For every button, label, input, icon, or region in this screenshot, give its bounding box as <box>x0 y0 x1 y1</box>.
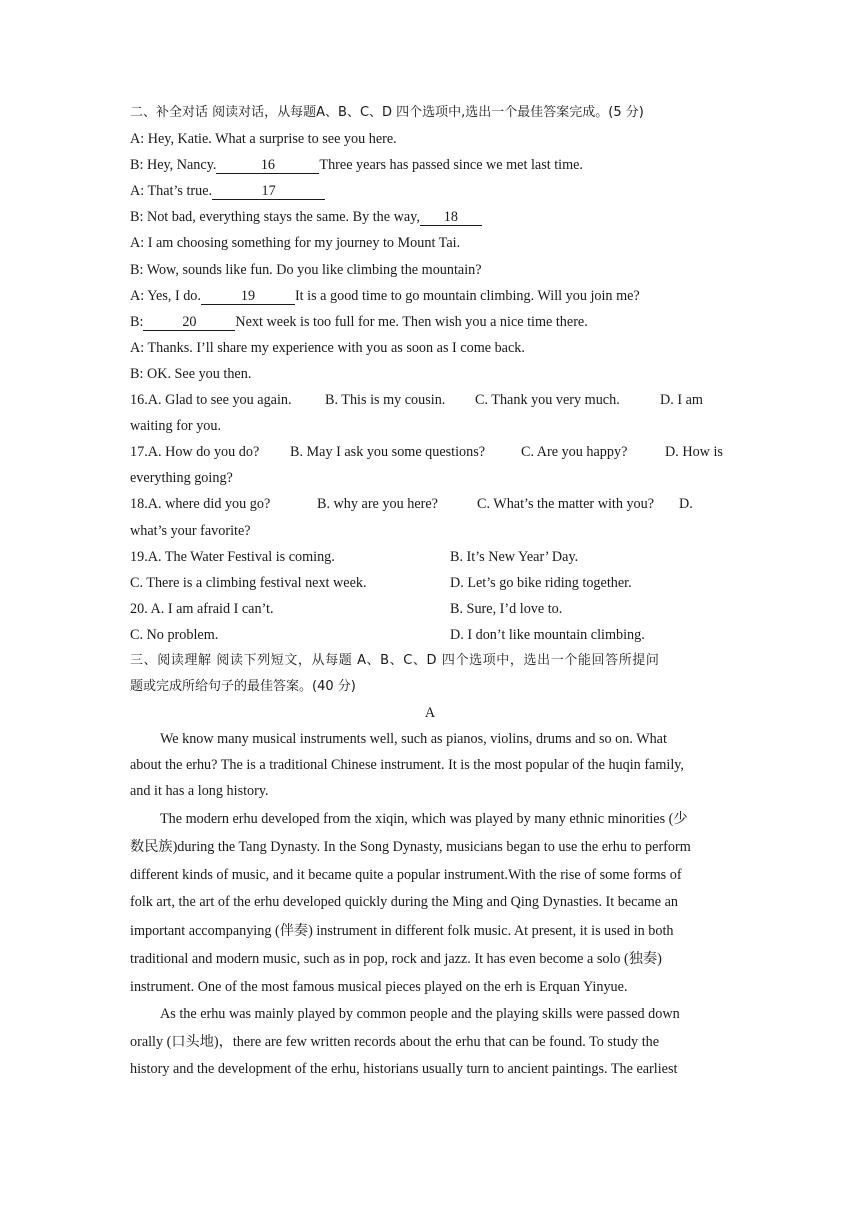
question-18-options <box>130 491 730 517</box>
passage-line: traditional and modern music, such as in pop, rock and jazz. It has even become a solo (独奏) <box>130 951 662 968</box>
dialogue-text: A: I am choosing something for my journey to Mount Tai. <box>130 235 461 252</box>
question-19-options-row2 <box>130 570 730 596</box>
dialogue-text: It is a good time to go mountain climbing. Will you join me? <box>294 287 640 304</box>
dialogue-line-8 <box>130 309 730 335</box>
dialogue-text: A: Hey, Katie. What a surprise to see you here. <box>130 131 397 148</box>
dialogue-line-4 <box>130 204 730 230</box>
dialogue-line-9 <box>130 335 730 361</box>
dialogue-line-1 <box>130 126 730 152</box>
option-16c[interactable]: C. Thank you very much. <box>475 392 620 409</box>
question-18-continuation: what’s your favorite? <box>130 522 251 539</box>
dialogue-text: A: That’s true. <box>130 183 213 200</box>
option-17a[interactable]: 17.A. How do you do? <box>130 444 260 461</box>
section2-heading: 二、补全对话 阅读对话，从每题A、B、C、D 四个选项中,选出一个最佳答案完成。(5 分) <box>130 105 644 120</box>
dialogue-text: Three years has passed since we met last time. <box>319 157 583 174</box>
passage-line: different kinds of music, and it became quite a popular instrument.With the rise of some forms of <box>130 866 682 883</box>
section3-heading-line2: 题或完成所给句子的最佳答案。(40 分) <box>130 679 356 695</box>
dialogue-line-10 <box>130 361 730 387</box>
option-16a[interactable]: 16.A. Glad to see you again. <box>130 392 292 409</box>
passage-line: important accompanying (伴奏) instrument in different folk music. At present, it is used in both <box>130 922 674 939</box>
option-17c[interactable]: C. Are you happy? <box>521 444 628 461</box>
answer-blank-19[interactable]: 19 <box>201 288 295 305</box>
passage-paragraph-3 <box>130 1001 730 1084</box>
passage-line: instrument. One of the most famous musical pieces played on the erh is Erquan Yinyue. <box>130 978 628 995</box>
dialogue-line-2 <box>130 152 730 178</box>
option-18b[interactable]: B. why are you here? <box>317 496 438 513</box>
dialogue-text: Next week is too full for me. Then wish you a nice time there. <box>235 313 588 330</box>
dialogue-line-7 <box>130 283 730 309</box>
passage-paragraph-2 <box>130 805 730 1002</box>
option-16d[interactable]: D. I am <box>660 392 703 409</box>
dialogue-text: B: Not bad, everything stays the same. By the way, <box>130 209 420 226</box>
dialogue-line-5 <box>130 230 730 256</box>
passage-line: 数民族)during the Tang Dynasty. In the Song Dynasty, musicians began to use the erhu to perform <box>130 839 691 856</box>
passage-line: and it has a long history. <box>130 783 269 800</box>
question-16-continuation: waiting for you. <box>130 418 222 435</box>
answer-blank-20[interactable]: 20 <box>143 314 235 331</box>
dialogue-text: B: OK. See you then. <box>130 365 252 382</box>
passage-line: As the erhu was mainly played by common people and the playing skills were passed down <box>160 1006 680 1023</box>
dialogue-text: B: Wow, sounds like fun. Do you like climbing the mountain? <box>130 261 482 278</box>
question-17-options <box>130 439 730 465</box>
question-16-options <box>130 387 730 413</box>
exam-page <box>130 100 730 1084</box>
dialogue-text: A: Yes, I do. <box>130 287 201 304</box>
option-18c[interactable]: C. What’s the matter with you? <box>477 496 655 513</box>
passage-line: folk art, the art of the erhu developed quickly during the Ming and Qing Dynasties. It became an <box>130 894 679 911</box>
question-20-options-row2 <box>130 622 730 648</box>
passage-line: history and the development of the erhu, historians usually turn to ancient paintings. The earliest <box>130 1061 678 1078</box>
dialogue-text: A: Thanks. I’ll share my experience with you as soon as I come back. <box>130 339 525 356</box>
option-17b[interactable]: B. May I ask you some questions? <box>290 444 486 461</box>
dialogue-line-6 <box>130 257 730 283</box>
option-20a[interactable]: 20. A. I am afraid I can’t. <box>130 600 274 617</box>
option-20d[interactable]: D. I don’t like mountain climbing. <box>450 626 645 643</box>
section3-heading-line1: 三、阅读理解 阅读下列短文，从每题 A、B、C、D 四个选项中，选出一个能回答所提问 <box>130 652 660 668</box>
answer-blank-18[interactable]: 18 <box>420 209 482 226</box>
question-19-options-row1 <box>130 544 730 570</box>
passage-line: The modern erhu developed from the xiqin, which was played by many ethnic minorities (少 <box>160 810 688 827</box>
answer-blank-17[interactable]: 17 <box>212 183 325 200</box>
passage-line: about the erhu? The is a traditional Chinese instrument. It is the most popular of the huqin family, <box>130 757 684 774</box>
option-19c[interactable]: C. There is a climbing festival next week. <box>130 574 367 591</box>
option-18d[interactable]: D. <box>679 496 693 513</box>
option-16b[interactable]: B. This is my cousin. <box>325 392 446 409</box>
dialogue-line-3 <box>130 178 730 204</box>
question-20-options-row1 <box>130 596 730 622</box>
question-17-continuation: everything going? <box>130 470 233 487</box>
dialogue-text: B: <box>130 313 144 330</box>
passage-label: A <box>424 705 436 722</box>
passage-line: We know many musical instruments well, such as pianos, violins, drums and so on. What <box>160 731 667 748</box>
option-19a[interactable]: 19.A. The Water Festival is coming. <box>130 548 335 565</box>
dialogue-text: B: Hey, Nancy. <box>130 157 217 174</box>
option-19d[interactable]: D. Let’s go bike riding together. <box>450 574 632 591</box>
option-19b[interactable]: B. It’s New Year’ Day. <box>450 548 579 565</box>
option-20c[interactable]: C. No problem. <box>130 626 219 643</box>
option-17d[interactable]: D. How is <box>665 444 723 461</box>
passage-paragraph-1 <box>130 726 730 804</box>
passage-line: orally (口头地)，there are few written records about the erhu that can be found. To study the <box>130 1033 660 1050</box>
option-20b[interactable]: B. Sure, I’d love to. <box>450 600 563 617</box>
option-18a[interactable]: 18.A. where did you go? <box>130 496 271 513</box>
answer-blank-16[interactable]: 16 <box>216 157 319 174</box>
